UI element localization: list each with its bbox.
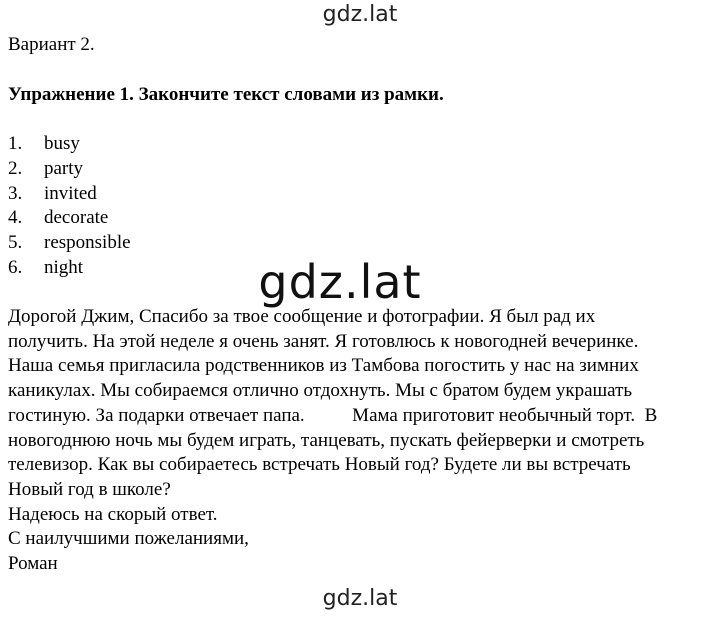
letter-line: Роман	[8, 553, 58, 575]
letter-text	[8, 305, 720, 577]
letter-line: Новый год в школе?	[8, 478, 171, 500]
item-word: night	[44, 256, 84, 278]
item-word: decorate	[44, 207, 109, 229]
item-word: invited	[44, 182, 97, 204]
item-number: 4.	[8, 207, 23, 229]
watermark-top: gdz.lat	[322, 2, 398, 27]
letter-line: гостиную. За подарки отвечает папа. Мама приготовит необычный торт. В	[8, 404, 658, 426]
letter-line: Наша семья пригласила родственников из Тамбова погостить у нас на зимних	[8, 355, 639, 377]
list-item	[8, 231, 131, 256]
item-word: busy	[44, 133, 80, 154]
letter-line: каникулах. Мы собираемся отлично отдохнуть. Мы с братом будем украшать	[8, 380, 633, 402]
watermark-bottom: gdz.lat	[322, 586, 398, 611]
variant-heading: Вариант 2.	[8, 34, 95, 55]
list-item	[8, 157, 131, 182]
list-item	[8, 206, 131, 231]
item-word: responsible	[44, 232, 131, 254]
list-item	[8, 182, 131, 207]
item-number: 3.	[8, 182, 23, 204]
item-number: 1.	[8, 133, 23, 154]
item-number: 2.	[8, 157, 23, 179]
letter-line: Надеюсь на скорый ответ.	[8, 503, 218, 525]
letter-line: новогоднюю ночь мы будем играть, танцевать, пускать фейерверки и смотреть	[8, 429, 645, 451]
item-word: party	[44, 157, 84, 179]
exercise-title: Упражнение 1. Закончите текст словами из рамки.	[8, 84, 444, 105]
item-number: 6.	[8, 256, 23, 278]
letter-line: получить. На этой неделе я очень занят. Я готовлюсь к новогодней вечеринке.	[8, 330, 639, 352]
item-number: 5.	[8, 232, 23, 254]
watermark-middle: gdz.lat	[258, 255, 422, 309]
letter-line: Дорогой Джим, Спасибо за твое сообщение и фотографии. Я был рад их	[8, 306, 596, 327]
letter-line: С наилучшими пожеланиями,	[8, 528, 249, 550]
letter-line: телевизор. Как вы собираетесь встречать Новый год? Будете ли вы встречать	[8, 454, 631, 476]
list-item	[8, 132, 131, 157]
